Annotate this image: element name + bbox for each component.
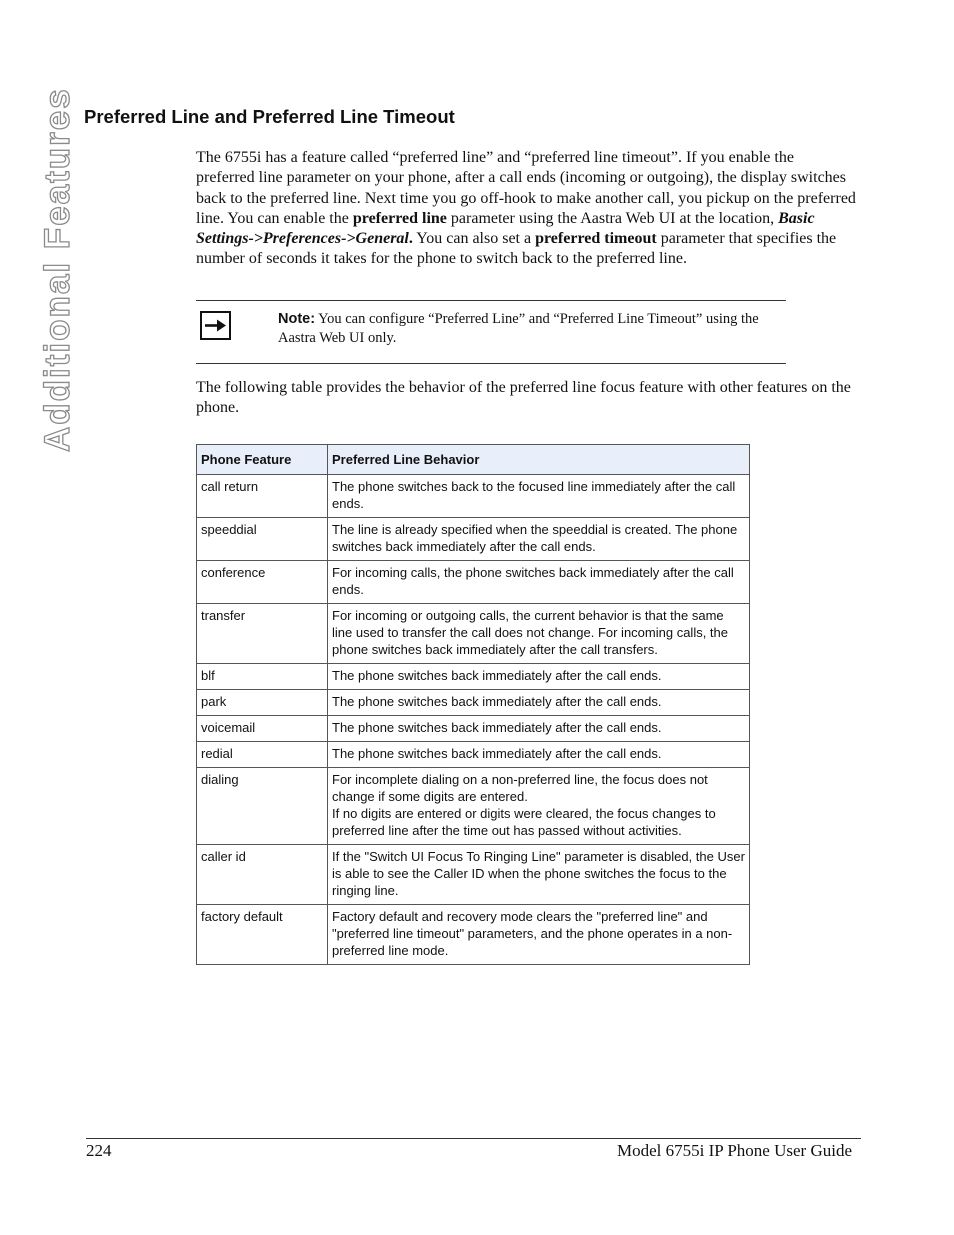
table-row	[197, 768, 750, 845]
behavior-cell: The line is already specified when the speeddial is created. The phone switches back immediately after the call ends.	[328, 518, 750, 561]
behavior-cell: Factory default and recovery mode clears the "preferred line" and "preferred line timeout" parameters, and the phone operates in a non-preferred line mode.	[328, 905, 750, 965]
table-row	[197, 664, 750, 690]
table-row	[197, 475, 750, 518]
table-header-row	[197, 445, 750, 475]
page-number: 224	[86, 1141, 112, 1160]
table-row	[197, 518, 750, 561]
table-row	[197, 561, 750, 604]
feature-cell: speeddial	[197, 518, 328, 561]
arrow-right-icon	[200, 311, 231, 340]
section-title: Preferred Line and Preferred Line Timeout	[84, 106, 455, 127]
table-row	[197, 690, 750, 716]
table-row	[197, 742, 750, 768]
note-label: Note:	[278, 311, 316, 327]
feature-cell: caller id	[197, 845, 328, 905]
behavior-cell: If the "Switch UI Focus To Ringing Line" parameter is disabled, the User is able to see the Caller ID when the phone switches the focus to the ringing line.	[328, 845, 750, 905]
feature-cell: factory default	[197, 905, 328, 965]
header-phone-feature: Phone Feature	[197, 445, 328, 475]
note-top-rule	[196, 300, 786, 301]
feature-behavior-table	[196, 444, 750, 965]
header-preferred-line-behavior: Preferred Line Behavior	[328, 445, 750, 475]
behavior-cell: For incomplete dialing on a non-preferred line, the focus does not change if some digits are entered. If no digits are entered or digits were cleared, the focus changes to preferred line after the time out has passed without activities.	[328, 768, 750, 845]
table-row	[197, 604, 750, 664]
feature-cell: call return	[197, 475, 328, 518]
feature-cell: conference	[197, 561, 328, 604]
note-body: You can configure “Preferred Line” and “Preferred Line Timeout” using the Aastra Web UI only.	[278, 311, 759, 346]
table-row	[197, 716, 750, 742]
behavior-cell: For incoming or outgoing calls, the current behavior is that the same line used to transfer the call does not change. For incoming calls, the phone switches back immediately after the call transfers.	[328, 604, 750, 664]
side-tab-title: Additional Features	[38, 87, 77, 452]
feature-cell: park	[197, 690, 328, 716]
behavior-cell: The phone switches back to the focused line immediately after the call ends.	[328, 475, 750, 518]
footer-rule	[86, 1138, 861, 1139]
table-row	[197, 905, 750, 965]
feature-cell: dialing	[197, 768, 328, 845]
intro-paragraph: The 6755i has a feature called “preferred line” and “preferred line timeout”. If you enable the preferred line parameter on your phone, after a call ends (incoming or outgoing), the display switches back to the preferred line. Next time you go off-hook to make another call, you pickup on the preferred line. You can enable the preferred line parameter using the Aastra Web UI at the location, Basic Settings->Preferences->General. You can also set a preferred timeout parameter that specifies the number of seconds it takes for the phone to switch back to the preferred line.	[196, 149, 856, 268]
note-text	[278, 310, 788, 348]
feature-cell: redial	[197, 742, 328, 768]
behavior-cell: For incoming calls, the phone switches back immediately after the call ends.	[328, 561, 750, 604]
behavior-cell: The phone switches back immediately after the call ends.	[328, 664, 750, 690]
behavior-cell: The phone switches back immediately after the call ends.	[328, 742, 750, 768]
feature-cell: transfer	[197, 604, 328, 664]
feature-cell: blf	[197, 664, 328, 690]
guide-title: Model 6755i IP Phone User Guide	[617, 1141, 852, 1160]
behavior-cell: The phone switches back immediately after the call ends.	[328, 690, 750, 716]
table-row	[197, 845, 750, 905]
table-intro-paragraph: The following table provides the behavior of the preferred line focus feature with other features on the phone.	[196, 379, 851, 417]
note-bottom-rule	[196, 363, 786, 364]
feature-cell: voicemail	[197, 716, 328, 742]
behavior-cell: The phone switches back immediately after the call ends.	[328, 716, 750, 742]
